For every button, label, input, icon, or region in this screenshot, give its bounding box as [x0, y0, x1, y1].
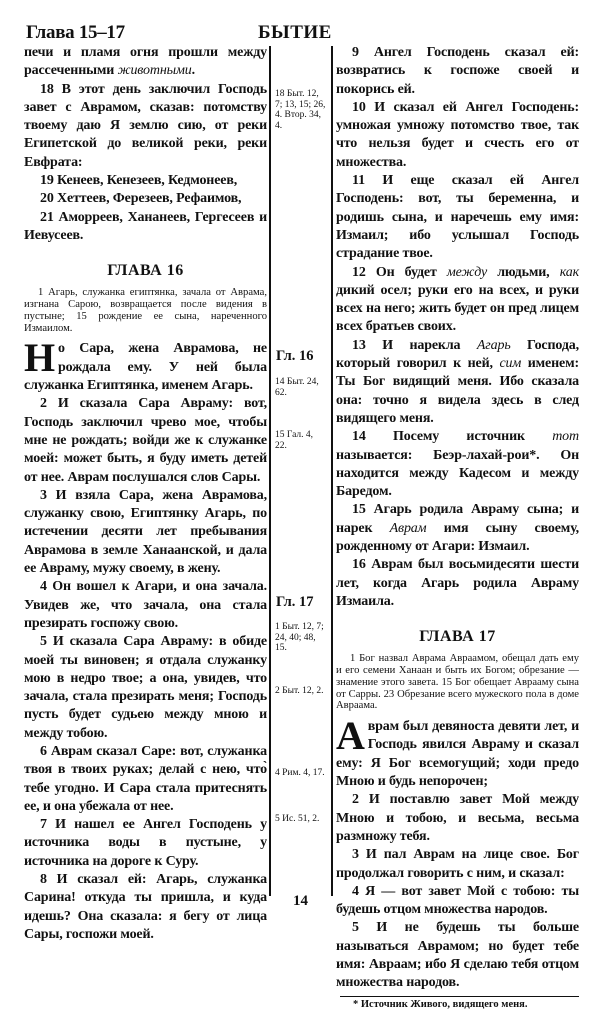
left-column-top-verses — [24, 44, 267, 245]
verse — [24, 190, 267, 208]
verse-text: печи и пламя огня прошли между рассеченными — [24, 45, 267, 79]
verse — [24, 871, 267, 944]
verse-text: 10 И сказал ей Ангел Господень: умножая умножу потомство твое, так что нельзя будет и счесть его от множества. — [336, 99, 579, 170]
chapter-16-verses — [24, 335, 267, 944]
verse-text: 2 И поставлю завет Мой между Мною и тобою, и весьма, весьма размножу тебя. — [336, 792, 579, 844]
italic-word: тот — [552, 429, 579, 445]
verse-text: . — [191, 63, 195, 79]
verse — [24, 743, 267, 816]
verse-text: называется: Беэр-лахай-рои*. Он находится между Кадесом и между Баредом. — [336, 447, 579, 500]
verse — [336, 99, 579, 172]
italic-word: Аврам — [389, 520, 427, 536]
column-divider-right — [331, 46, 333, 896]
verse — [24, 487, 267, 578]
italic-word: сим — [499, 356, 522, 372]
verse-text: 21 Аморреев, Хананеев, Гергесеев и Иевусеев. — [24, 209, 267, 243]
verse — [336, 791, 579, 846]
verse — [336, 919, 579, 992]
verse-text: дикий осел; руки его на всех, и руки всех на него; жить будет он пред лицем всех братьев своих. — [336, 282, 579, 335]
italic-word: Агарь — [476, 337, 511, 353]
verse-text: 16 Аврам был восьмидесяти шести лет, когда Агарь родила Авраму Измаила. — [336, 557, 579, 609]
cross-reference: 15 Гал. 4, 22. — [275, 430, 314, 451]
verse — [24, 578, 267, 633]
verse-text: 5 И не будешь ты больше называться Аврамом; но будет тебе имя: Авраам; ибо Я сделаю тебя отцом множества народов. — [336, 920, 579, 991]
chapter-17-heading: ГЛАВА 17 — [419, 628, 496, 646]
chapter-17-text — [336, 713, 579, 992]
page-number: 14 — [293, 893, 308, 909]
verse-text: 4 Он вошел к Агари, и она зачала. Увидев же, что зачала, она стала презирать госпожу свою. — [24, 579, 267, 631]
verse-text: 8 И сказал ей: Агарь, служанка Сарина! откуда ты пришла, и куда идешь? Она сказала: я бегу от лица Сары, госпожи моей. — [24, 872, 267, 942]
cross-reference: 2 Быт. 12, 2. — [275, 686, 324, 696]
footnote: * Источник Живого, видящего меня. — [353, 999, 528, 1011]
verse-text: 13 И нарекла — [352, 337, 477, 353]
verse-text: 3 И взяла Сара, жена Аврамова, служанку свою, Египтянку Агарь, по истечении десяти лет пребывания Аврамова в земле Ханаанской, и дала ее Авраму, мужу своему, в жену. — [24, 487, 267, 577]
verse — [24, 209, 267, 246]
column-divider-left — [269, 46, 271, 896]
verse — [336, 846, 579, 883]
italic-word: как — [559, 264, 579, 280]
cross-reference: 4 Рим. 4, 17. — [275, 768, 325, 778]
right-column-top-verses — [336, 44, 579, 611]
verse-text: 5 И сказала Сара Авраму: в обиде моей ты виновен; я отдала служанку мою в недро твое; а она, увидев, что зачала, стала презирать меня; Господь пусть будет судьею между мною и между тобою. — [24, 634, 267, 741]
chapter-17-verses — [336, 713, 579, 992]
verse — [336, 264, 579, 337]
verse-text: 4 Я — вот завет Мой с тобою: ты будешь отцом множества народов. — [336, 883, 579, 918]
cross-reference: 1 Быт. 12, 7; 24, 40; 48, 15. — [275, 622, 324, 653]
verse — [336, 501, 579, 556]
verse — [24, 335, 267, 395]
verse-text: имя сыну своему, рожденному от Агари: Измаил. — [336, 520, 579, 555]
verse-text: Господа, который говорил к ней, — [336, 337, 579, 372]
verse — [24, 81, 267, 172]
verse-text: 15 Агарь родила Авраму сына; и нарек — [336, 502, 579, 536]
right-column — [336, 44, 579, 1011]
verse — [336, 337, 579, 428]
verse-text: 7 И нашел ее Ангел Господень у источника воды в пустыне, у источника на дороге к Суру. — [24, 817, 267, 869]
verse — [24, 172, 267, 190]
verse-text: о Сара, жена Аврамова, не рождала ему. У ней была служанка Египтянка, именем Агарь. — [24, 341, 267, 394]
verse — [24, 44, 267, 81]
italic-word: между — [446, 264, 488, 280]
chapter-16-summary: 1 Агарь, служанка египтянка, зачала от Аврама, изгнана Сарою, возвращается после видения в пустыне; 15 рождение ее сына, нареченного Измаилом. — [24, 287, 267, 334]
verse-text: 14 Посему источник — [352, 429, 553, 445]
cross-reference: 5 Ис. 51, 2. — [275, 814, 320, 824]
margin-chapter-label: Гл. 16 — [276, 348, 314, 364]
cross-reference: 18 Быт. 12, 7; 13, 15; 26, 4. Втор. 34, 4. — [275, 89, 326, 131]
drop-cap: А — [336, 713, 365, 759]
verse-text: 9 Ангел Господень сказал ей: возвратись к госпоже своей и покорись ей. — [336, 45, 579, 97]
verse-text: 18 В этот день заключил Господь завет с Аврамом, сказав: потомству твоему даю Я землю сию, от реки Египетской до великой реки, реки Евфрата: — [24, 81, 267, 170]
verse — [336, 883, 579, 920]
footnote-rule — [340, 996, 579, 998]
verse-text: 11 И еще сказал ей Ангел Господень: вот, ты беременна, и родишь сына, и наречешь ему имя: Измаил; ибо услышал Господь страдание твое. — [336, 173, 579, 262]
verse-text: 2 И сказала Сара Авраму: вот, Господь заключил чрево мое, чтобы мне не рождать; войди же к служанке моей: может быть, я буду иметь детей от нее. Аврам послушался слов Сары. — [24, 396, 267, 485]
verse — [336, 172, 579, 263]
verse-text: врам был девяноста девяти лет, и Господь явился Авраму и сказал ему: Я Бог всемогущий; ходи предо Мною и будь непорочен; — [336, 719, 579, 790]
italic-word: животными — [117, 63, 192, 79]
verse-text: 3 И пал Аврам на лице свое. Бог продолжал говорить с ним, и сказал: — [336, 847, 579, 881]
verse-text: 12 Он будет — [352, 264, 447, 280]
verse — [336, 428, 579, 501]
verse-text: 6 Аврам сказал Саре: вот, служанка твоя в твоих руках; делай с нею, что̀ тебе угодно. И Сара стала притеснять ее, и она убежала от нее. — [24, 743, 267, 814]
verse — [24, 633, 267, 743]
verse — [336, 44, 579, 99]
cross-reference: 14 Быт. 24, 62. — [275, 377, 319, 398]
chapter-16-text — [24, 335, 267, 944]
drop-cap: Н — [24, 335, 55, 381]
chapter-16-heading: ГЛАВА 16 — [107, 262, 184, 280]
verse-text: людьми, — [487, 264, 560, 280]
verse — [24, 395, 267, 486]
margin-chapter-label: Гл. 17 — [276, 594, 314, 610]
left-column — [24, 44, 267, 944]
verse-text: именем: Ты Бог видящий меня. Ибо сказала она: точно я видела здесь в след видящего меня. — [336, 356, 579, 426]
verse — [336, 556, 579, 611]
verse — [336, 713, 579, 791]
chapter-17-summary: 1 Бог назвал Аврама Авраамом, обещал дать ему и его семени Ханаан и быть их Богом; обрезание — знамение этого завета. 15 Бог обещает Аврааму сына от Сарры. 23 Обрезание всего мужеского пола в доме Авраама. — [336, 653, 579, 712]
verse — [24, 816, 267, 871]
running-header-book: БЫТИЕ — [258, 22, 332, 43]
running-header-chapters: Глава 15–17 — [26, 22, 125, 43]
verse-text: 20 Хеттеев, Ферезеев, Рефаимов, — [40, 191, 242, 207]
verse-text: 19 Кенеев, Кенезеев, Кедмонеев, — [40, 173, 238, 189]
